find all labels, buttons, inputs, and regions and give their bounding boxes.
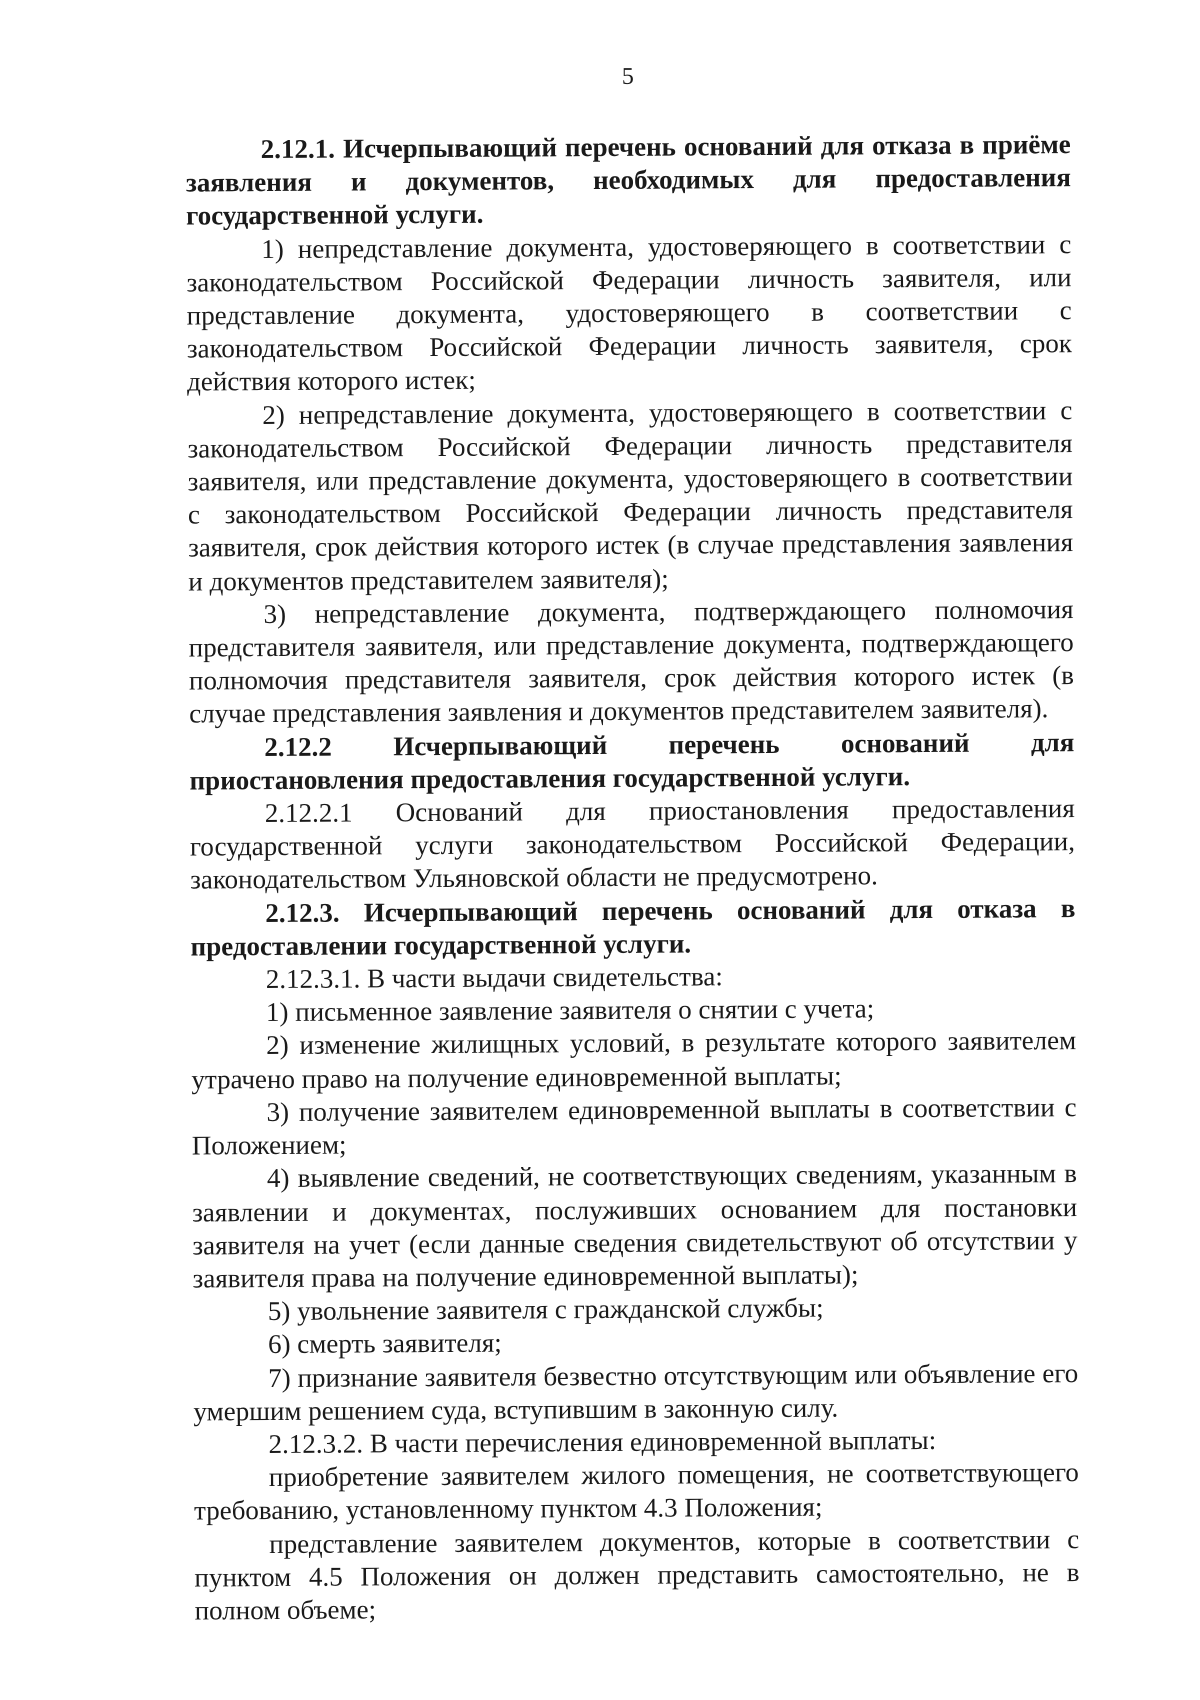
document-body: [186, 128, 1080, 1628]
paragraph: 1) непредставление документа, удостоверяющего в соответствии с законодательством Российской Федерации личность заявителя, или представление документа, удостоверяющего в соответствии с законодательством Российской Федерации личность заявителя, срок действия которого истек;: [186, 228, 1073, 397]
paragraph: 7) признание заявителя безвестно отсутствующим или объявление его умершим решением суда, вступившим в законную силу.: [193, 1357, 1079, 1427]
paragraph: представление заявителем документов, которые в соответствии с пунктом 4.5 Положения он должен представить самостоятельно, не в полном объеме;: [194, 1523, 1080, 1626]
paragraph: 2.12.2.1 Оснований для приостановления предоставления государственной услуги законодательством Российской Федерации, законодательством Ульяновской области не предусмотрено.: [189, 793, 1076, 895]
paragraph: 2.12.3.1. В части выдачи свидетельства:: [265, 961, 723, 995]
section-heading-2-12-2: 2.12.2 Исчерпывающий перечень оснований для приостановления предоставления государственной услуги.: [189, 726, 1075, 796]
paragraph: 2.12.3.2. В части перечисления единовременной выплаты:: [268, 1424, 937, 1459]
section-heading-2-12-1: 2.12.1. Исчерпывающий перечень оснований для отказа в приёме заявления и документов, необходимых для предоставления государственной услуги.: [185, 129, 1071, 231]
page-number: 5: [621, 63, 634, 90]
paragraph: 2) непредставление документа, удостоверяющего в соответствии с законодательством Российской Федерации личность представителя заявителя, или представление документа, удостоверяющего в соответствии с законодательством Российской Федерации личность представителя заявителя, срок действия которого истек (в случае представления заявления и документов представителем заявителя);: [187, 394, 1074, 597]
paragraph: 6) смерть заявителя;: [267, 1327, 502, 1360]
paragraph: 3) получение заявителем единовременной выплаты в соответствии с Положением;: [191, 1091, 1077, 1161]
paragraph: 3) непредставление документа, подтверждающего полномочия представителя заявителя, или представление документа, подтверждающего полномочия представителя заявителя, срок действия которого истек (в случае представления заявления и документов представителем заявителя).: [188, 593, 1075, 729]
paragraph: 1) письменное заявление заявителя о снятии с учета;: [265, 993, 875, 1028]
section-heading-2-12-3: 2.12.3. Исчерпывающий перечень оснований для отказа в предоставлении государственной услуги.: [190, 892, 1076, 962]
paragraph: 5) увольнение заявителя с гражданской службы;: [267, 1292, 824, 1327]
paragraph: 4) выявление сведений, не соответствующих сведениям, указанным в заявлении и документах, послуживших основанием для постановки заявителя на учет (если данные сведения свидетельствуют об отсутствии у заявителя права на получение единовременной выплаты);: [192, 1158, 1078, 1294]
paragraph: приобретение заявителем жилого помещения, не соответствующего требованию, установленному пунктом 4.3 Положения;: [193, 1457, 1079, 1526]
paragraph: 2) изменение жилищных условий, в результате которого заявителем утрачено право на получение единовременной выплаты;: [191, 1025, 1077, 1095]
